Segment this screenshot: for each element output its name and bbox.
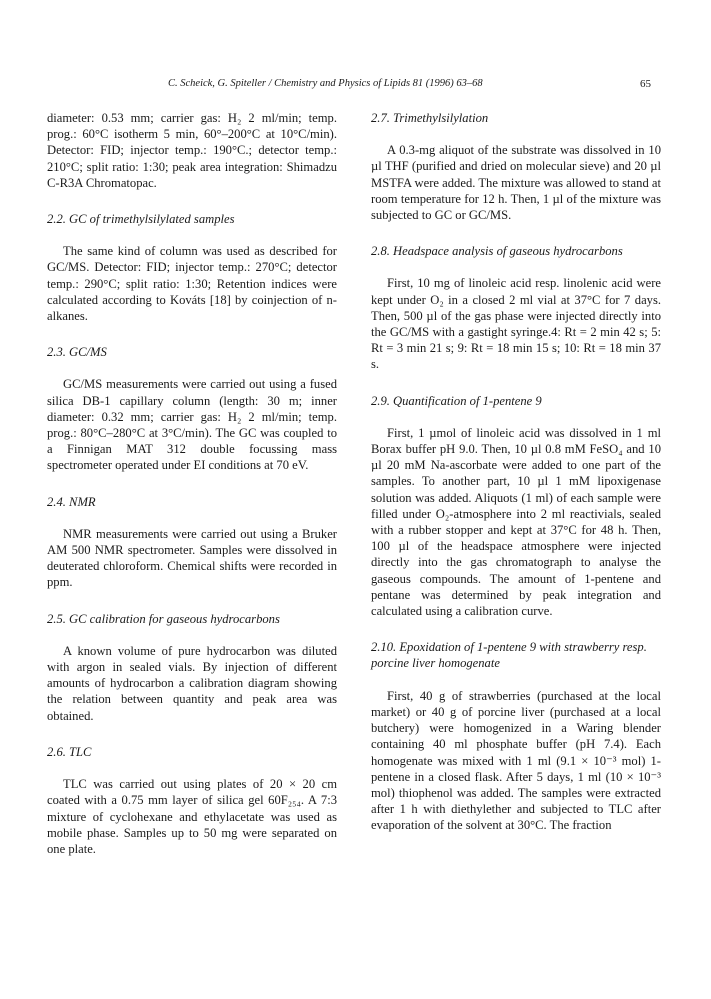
paragraph-2-6: TLC was carried out using plates of 20 × 20 cm coated with a 0.75 mm layer of silica gel 60F₂₅₄. A 7:3 mixture of cyclohexane and ethylacetate was used as mobile phase. Samples up to 50 mg were separated on one plate.: [47, 777, 337, 856]
page-number: 65: [640, 78, 651, 90]
paragraph-2-2: The same kind of column was used as described for GC/MS. Detector: FID; injector temp.: 270°C; detector temp.: 290°C; split ratio: 1:30; Retention indices were calculated according to Kováts [18] by coinjection of n-alkanes.: [47, 244, 337, 324]
heading-2-4: 2.4. NMR: [47, 494, 96, 509]
left-column: [47, 110, 337, 857]
heading-2-2: 2.2. GC of trimethylsilylated samples: [47, 212, 235, 227]
paragraph-2-9: First, 1 µmol of linoleic acid was dissolved in 1 ml Borax buffer pH 9.0. Then, 10 µl 0.8 mM FeSO₄ and 10 µl 20 mM Na-ascorbate were added to one part of the samples. To another part, 10 µl 1 mM lipoxigenase solution was added. Aliquots (1 ml) of each sample were filled under O₂-atmosphere into 2 ml reactivials, sealed with a rubber stopper and kept at 37°C for 48 h. Then, 100 µl of the headspace atmosphere were injected directly into the gas chromatograph to analyse the gaseous compounds. The amount of 1-pentene and pentane was determined by peak integration and calculated using a calibration curve.: [371, 425, 661, 619]
heading-2-3: 2.3. GC/MS: [47, 345, 107, 360]
paragraph-2-4: NMR measurements were carried out using a Bruker AM 500 NMR spectrometer. Samples were dissolved in deuterated chloroform. Chemical shifts were recorded in ppm.: [47, 526, 337, 590]
paragraph-2-8: First, 10 mg of linoleic acid resp. linolenic acid were kept under O₂ in a closed 2 ml vial at 37°C for 7 days. Then, 500 µl of the gas phase were injected directly into the GC/MS with a gastight syringe.4: Rt = 2 min 42 s; 5: Rt = 3 min 21 s; 9: Rt = 18 min 15 s; 10: Rt = 18 min 37 s.: [371, 276, 661, 372]
paragraph-2-10: First, 40 g of strawberries (purchased at the local market) or 40 g of porcine liver (purchased at a local butchery) were homogenized in a Waring blender containing 40 ml phosphate buffer (pH 7.4). Each homogenate was mixed with 1 ml (9.1 × 10⁻³ mol) 1-pentene in a closed flask. After 5 days, 1 ml (10 × 10⁻³ mol) thiophenol was added. The samples were extracted after 1 h with diethylether and subjected to TLC after evaporation of the solvent at 30°C. The fraction: [371, 688, 661, 833]
paragraph-intro: diameter: 0.53 mm; carrier gas: H₂ 2 ml/min; temp. prog.: 60°C isotherm 5 min, 60°–200°C at 10°C/min). Detector: FID; injector temp.: 190°C.; detector temp.: 210°C; split ratio: 1:30; peak area integration: Shimadzu C-R3A Chromatopac.: [47, 111, 337, 190]
running-head: C. Scheick, G. Spiteller / Chemistry and Physics of Lipids 81 (1996) 63–68: [168, 78, 483, 89]
heading-2-10: 2.10. Epoxidation of 1-pentene 9 with strawberry resp. porcine liver homogenate: [371, 640, 647, 671]
page-header: [0, 78, 711, 94]
right-column: [371, 110, 661, 834]
heading-2-9: 2.9. Quantification of 1-pentene 9: [371, 393, 542, 408]
heading-2-8: 2.8. Headspace analysis of gaseous hydrocarbons: [371, 244, 623, 259]
heading-2-6: 2.6. TLC: [47, 744, 92, 759]
heading-2-5: 2.5. GC calibration for gaseous hydrocarbons: [47, 611, 280, 626]
paragraph-2-7: A 0.3-mg aliquot of the substrate was dissolved in 10 µl THF (purified and dried on molecular sieve) and 20 µl MSTFA were added. The mixture was allowed to stand at room temperature for 12 h. Then, 1 µl of the mixture was subjected to GC or GC/MS.: [371, 143, 661, 223]
paragraph-2-3: GC/MS measurements were carried out using a fused silica DB-1 capillary column (length: 30 m; inner diameter: 0.32 mm; carrier gas: H₂ 2 ml/min; temp. prog.: 80°C–280°C at 3°C/min). The GC was coupled to a Finnigan MAT 312 double focussing mass spectrometer operated under EI conditions at 70 eV.: [47, 377, 337, 473]
paragraph-2-5: A known volume of pure hydrocarbon was diluted with argon in sealed vials. By injection of different amounts of hydrocarbon a calibration diagram showing the relation between quantity and peak area was obtained.: [47, 643, 337, 723]
heading-2-7: 2.7. Trimethylsilylation: [371, 111, 489, 125]
